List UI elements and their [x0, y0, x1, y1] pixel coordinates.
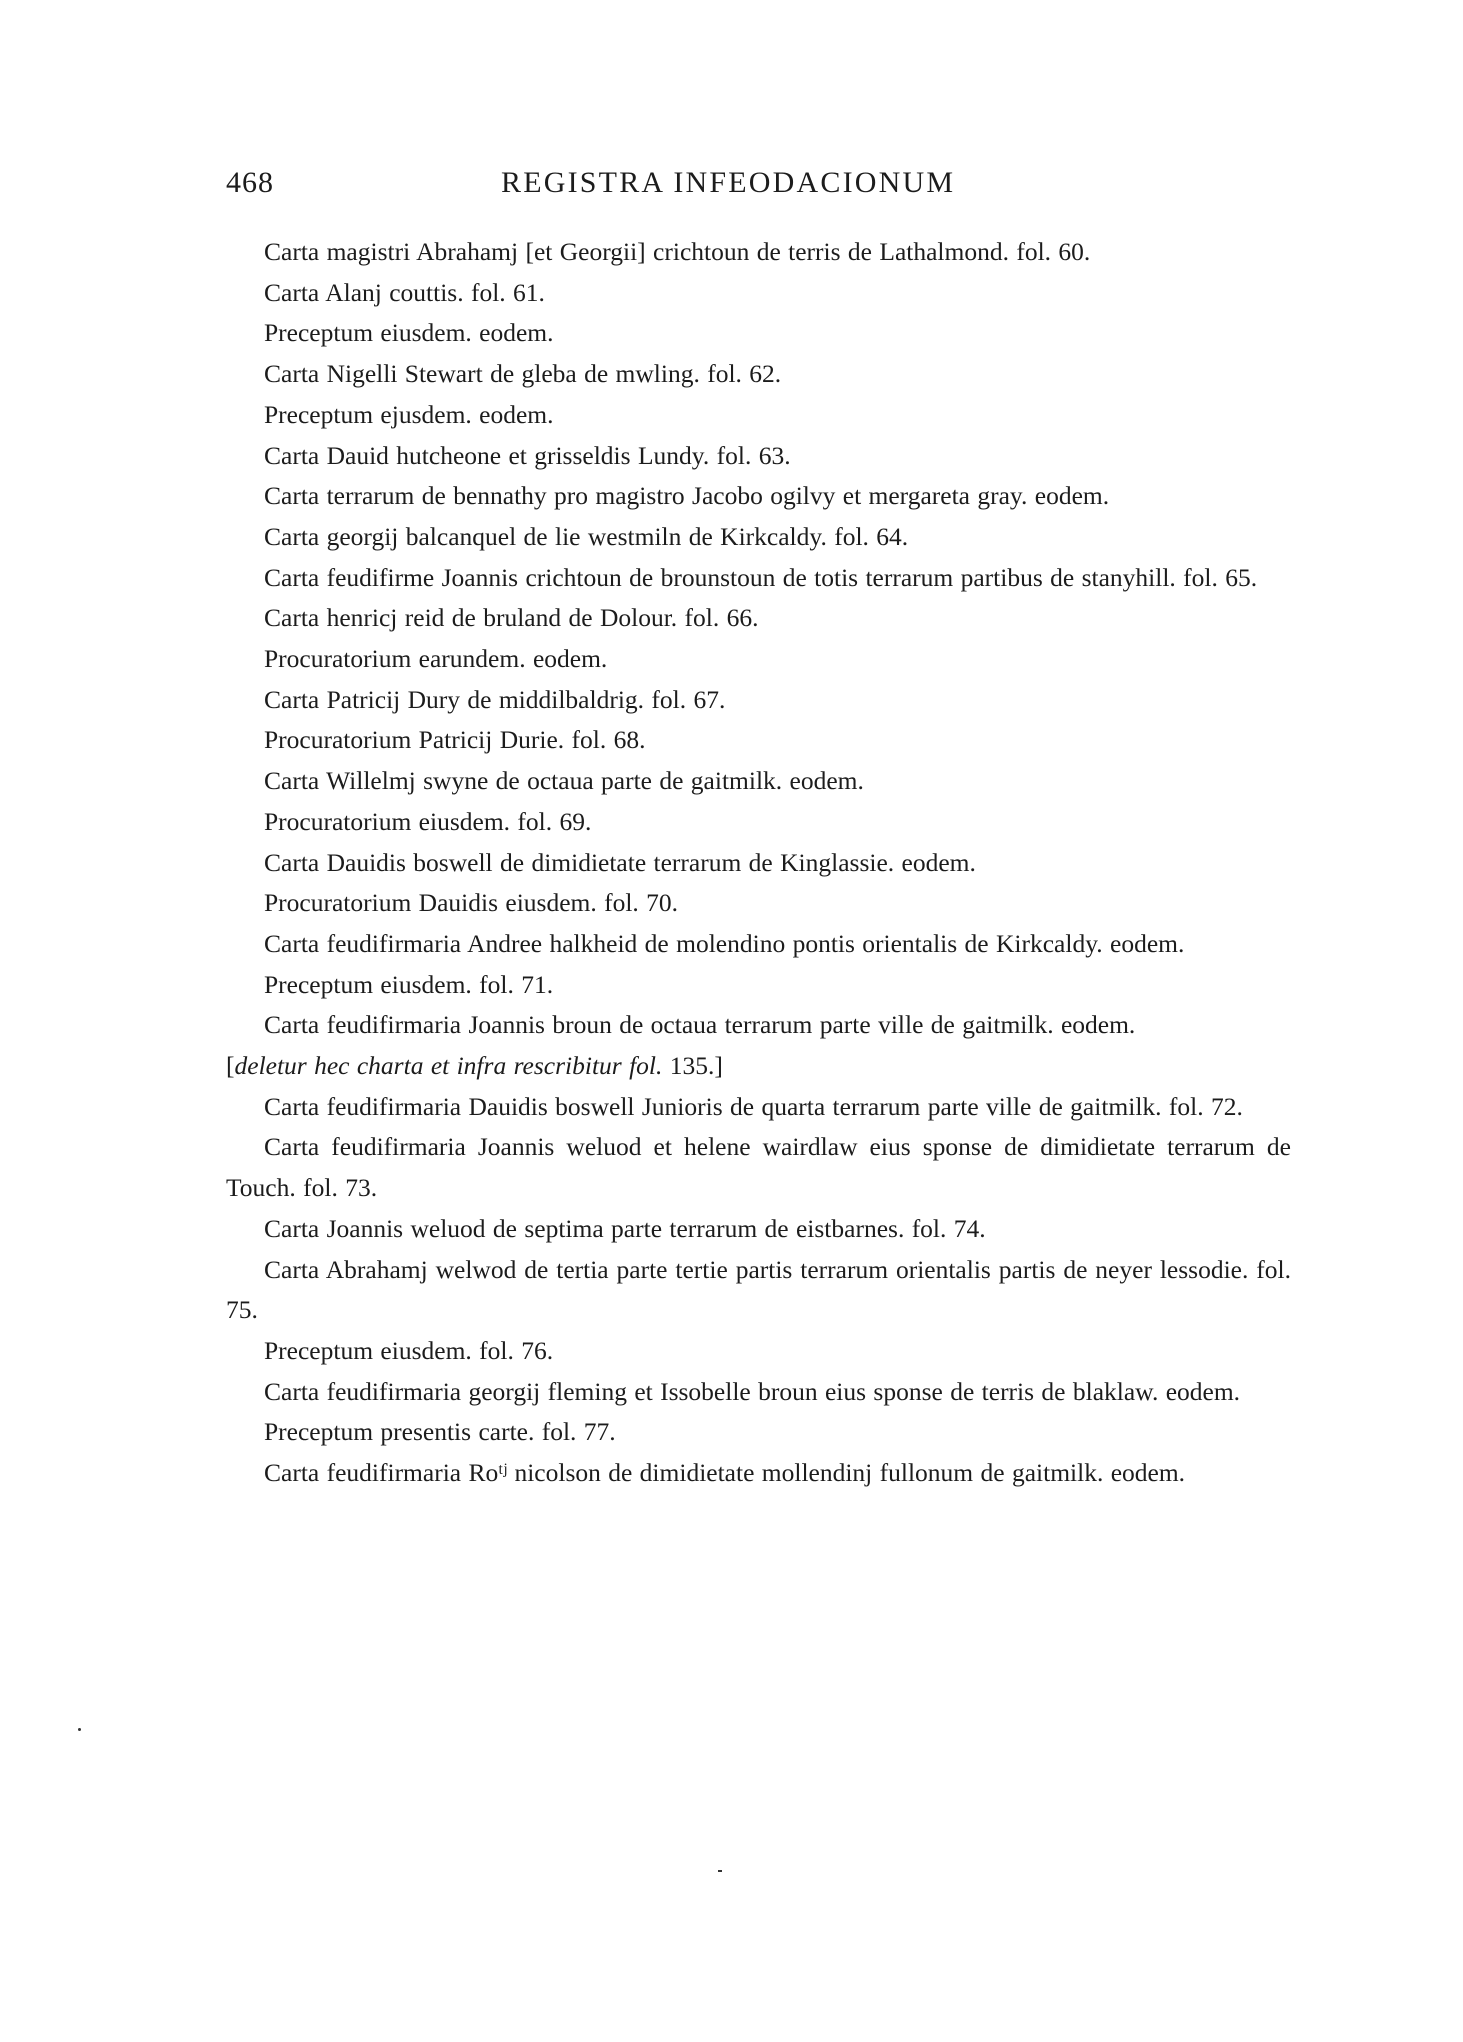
- register-entry: Carta magistri Abrahamj [et Georgii] crichtoun de terris de Lathalmond. fol. 60.: [264, 237, 1091, 266]
- register-entry: Carta feudifirmaria Joannis broun de octaua terrarum parte ville de gaitmilk. eodem.: [264, 1010, 1136, 1040]
- register-entry: Carta feudifirmaria Joannis weluod et helene wairdlaw eius sponse de dimidietate terrarum de Touch. fol. 73.: [226, 1132, 1291, 1203]
- register-entry: Carta feudifirme Joannis crichtoun de brounstoun de totis terrarum partibus de stanyhill. fol. 65.: [264, 562, 1258, 592]
- running-title: REGISTRA INFEODACIONUM: [501, 166, 956, 199]
- register-entry: Procuratorium Patricij Durie. fol. 68.: [264, 725, 646, 755]
- register-entry: Carta georgij balcanquel de lie westmiln de Kirkcaldy. fol. 64.: [264, 521, 909, 551]
- register-entries: [226, 232, 1291, 1494]
- register-entry: Carta Dauid hutcheone et grisseldis Lundy. fol. 63.: [264, 440, 791, 470]
- register-entry: Carta feudifirmaria Andree halkheid de molendino pontis orientalis de Kirkcaldy. eodem.: [264, 928, 1185, 958]
- page-number: 468: [226, 166, 274, 199]
- register-entry: Carta Joannis weluod de septima parte terrarum de eistbarnes. fol. 74.: [264, 1213, 986, 1243]
- register-entry: Carta Patricij Dury de middilbaldrig. fol. 67.: [264, 684, 726, 714]
- register-entry: Carta Alanj couttis. fol. 61.: [264, 277, 545, 307]
- register-entry: Procuratorium earundem. eodem.: [264, 644, 608, 674]
- page-header: [226, 166, 1296, 210]
- register-entry: Carta Nigelli Stewart de gleba de mwling. fol. 62.: [264, 359, 782, 389]
- editorial-annotation: [deletur hec charta et infra rescribitur fol. 135.]: [226, 1051, 723, 1081]
- register-entry: Carta Willelmj swyne de octaua parte de gaitmilk. eodem.: [264, 766, 864, 796]
- register-entry: Carta feudifirmaria Dauidis boswell Junioris de quarta terrarum parte ville de gaitmilk. fol. 72.: [264, 1091, 1243, 1121]
- register-entry: Carta Dauidis boswell de dimidietate terrarum de Kinglassie. eodem.: [264, 847, 976, 877]
- register-entry: Procuratorium Dauidis eiusdem. fol. 70.: [264, 888, 679, 918]
- register-entry: Preceptum eiusdem. fol. 71.: [264, 969, 554, 999]
- register-entry: Carta henricj reid de bruland de Dolour. fol. 66.: [264, 603, 759, 633]
- margin-speck: [78, 1728, 81, 1731]
- register-entry: Preceptum eiusdem. fol. 76.: [264, 1335, 554, 1365]
- register-entry: Carta Abrahamj welwod de tertia parte tertie partis terrarum orientalis partis de neyer lessodie. fol. 75.: [226, 1254, 1291, 1325]
- register-entry: Carta feudifirmaria georgij fleming et Issobelle broun eius sponse de terris de blaklaw. eodem.: [264, 1376, 1241, 1406]
- annotation-folio: 135.: [662, 1051, 715, 1081]
- register-entry: Procuratorium eiusdem. fol. 69.: [264, 806, 592, 836]
- annotation-italic: deletur hec charta et infra rescribitur fol.: [234, 1051, 663, 1081]
- register-entry: Carta terrarum de bennathy pro magistro Jacobo ogilvy et mergareta gray. eodem.: [264, 481, 1110, 511]
- register-entry: Preceptum eiusdem. eodem.: [264, 318, 554, 348]
- register-entry: Preceptum presentis carte. fol. 77.: [264, 1417, 616, 1447]
- register-entry: Carta feudifirmaria Roᵗʲ nicolson de dimidietate mollendinj fullonum de gaitmilk. eodem.: [264, 1458, 1186, 1488]
- register-entry: Preceptum ejusdem. eodem.: [264, 399, 554, 429]
- bottom-speck: [718, 1870, 722, 1872]
